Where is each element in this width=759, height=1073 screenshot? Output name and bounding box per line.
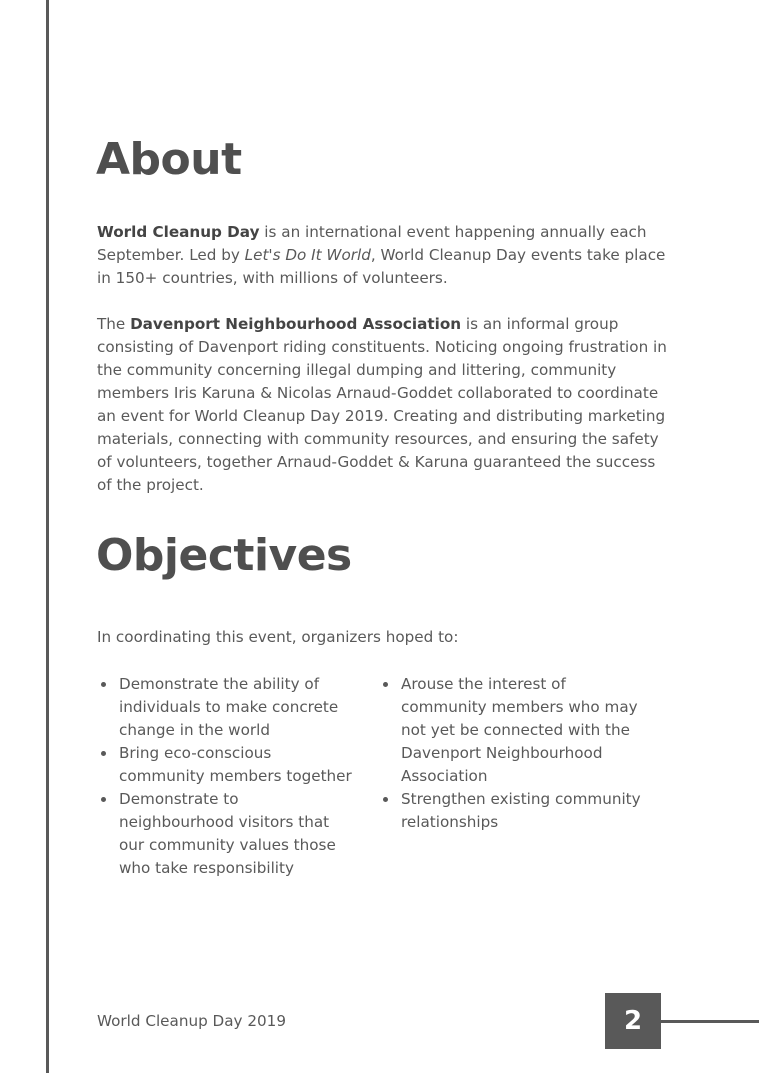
about-p2-lead: The xyxy=(97,315,131,333)
list-item xyxy=(97,742,352,788)
about-heading: About xyxy=(96,134,242,185)
footer-title: World Cleanup Day 2019 xyxy=(97,1012,287,1030)
bullet-icon xyxy=(101,797,106,802)
association-name: Davenport Neighbourhood Association xyxy=(130,315,462,333)
page-number-box xyxy=(605,993,661,1049)
list-item-text: Demonstrate the ability of individuals to make concrete change in the world xyxy=(119,675,339,739)
page-number: 2 xyxy=(623,1006,643,1036)
list-item xyxy=(97,788,352,880)
about-p1-text-1: is an international event happening annually each September. Led by xyxy=(97,223,647,264)
objectives-intro: In coordinating this event, organizers hoped to: xyxy=(97,628,459,646)
event-name: World Cleanup Day xyxy=(97,223,260,241)
about-paragraph-1 xyxy=(97,221,667,290)
list-item-text: Bring eco-conscious community members together xyxy=(119,744,352,785)
bullet-icon xyxy=(383,682,388,687)
list-item-text: Strengthen existing community relationships xyxy=(401,790,641,831)
objectives-list-right xyxy=(379,673,654,834)
list-item-text: Arouse the interest of community members who may not yet be connected with the Davenport Neighbourhood Association xyxy=(401,675,638,785)
footer-rule xyxy=(661,1020,759,1023)
list-item xyxy=(97,673,352,742)
bullet-icon xyxy=(101,682,106,687)
bullet-icon xyxy=(383,797,388,802)
left-margin-rule xyxy=(46,0,49,1073)
about-paragraph-2 xyxy=(97,313,667,497)
organizer-name: Let's Do It World xyxy=(244,246,371,264)
list-item xyxy=(379,673,654,788)
list-item xyxy=(379,788,654,834)
about-p2-text: is an informal group consisting of Davenport riding constituents. Noticing ongoing frustration in the community concerning illegal dumping and littering, community members Iris Karuna & Nicolas Arnaud-Goddet collaborated to coordinate an event for World Cleanup Day 2019. Creating and distributing marketing materials, connecting with community resources, and ensuring the safety of volunteers, together Arnaud-Goddet & Karuna guaranteed the success of the project. xyxy=(97,315,667,494)
about-p1-text-2: , World Cleanup Day events take place in 150+ countries, with millions of volunteers. xyxy=(97,246,666,287)
list-item-text: Demonstrate to neighbourhood visitors that our community values those who take responsibility xyxy=(119,790,336,877)
objectives-heading: Objectives xyxy=(96,530,352,581)
bullet-icon xyxy=(101,751,106,756)
objectives-list-left xyxy=(97,673,352,880)
